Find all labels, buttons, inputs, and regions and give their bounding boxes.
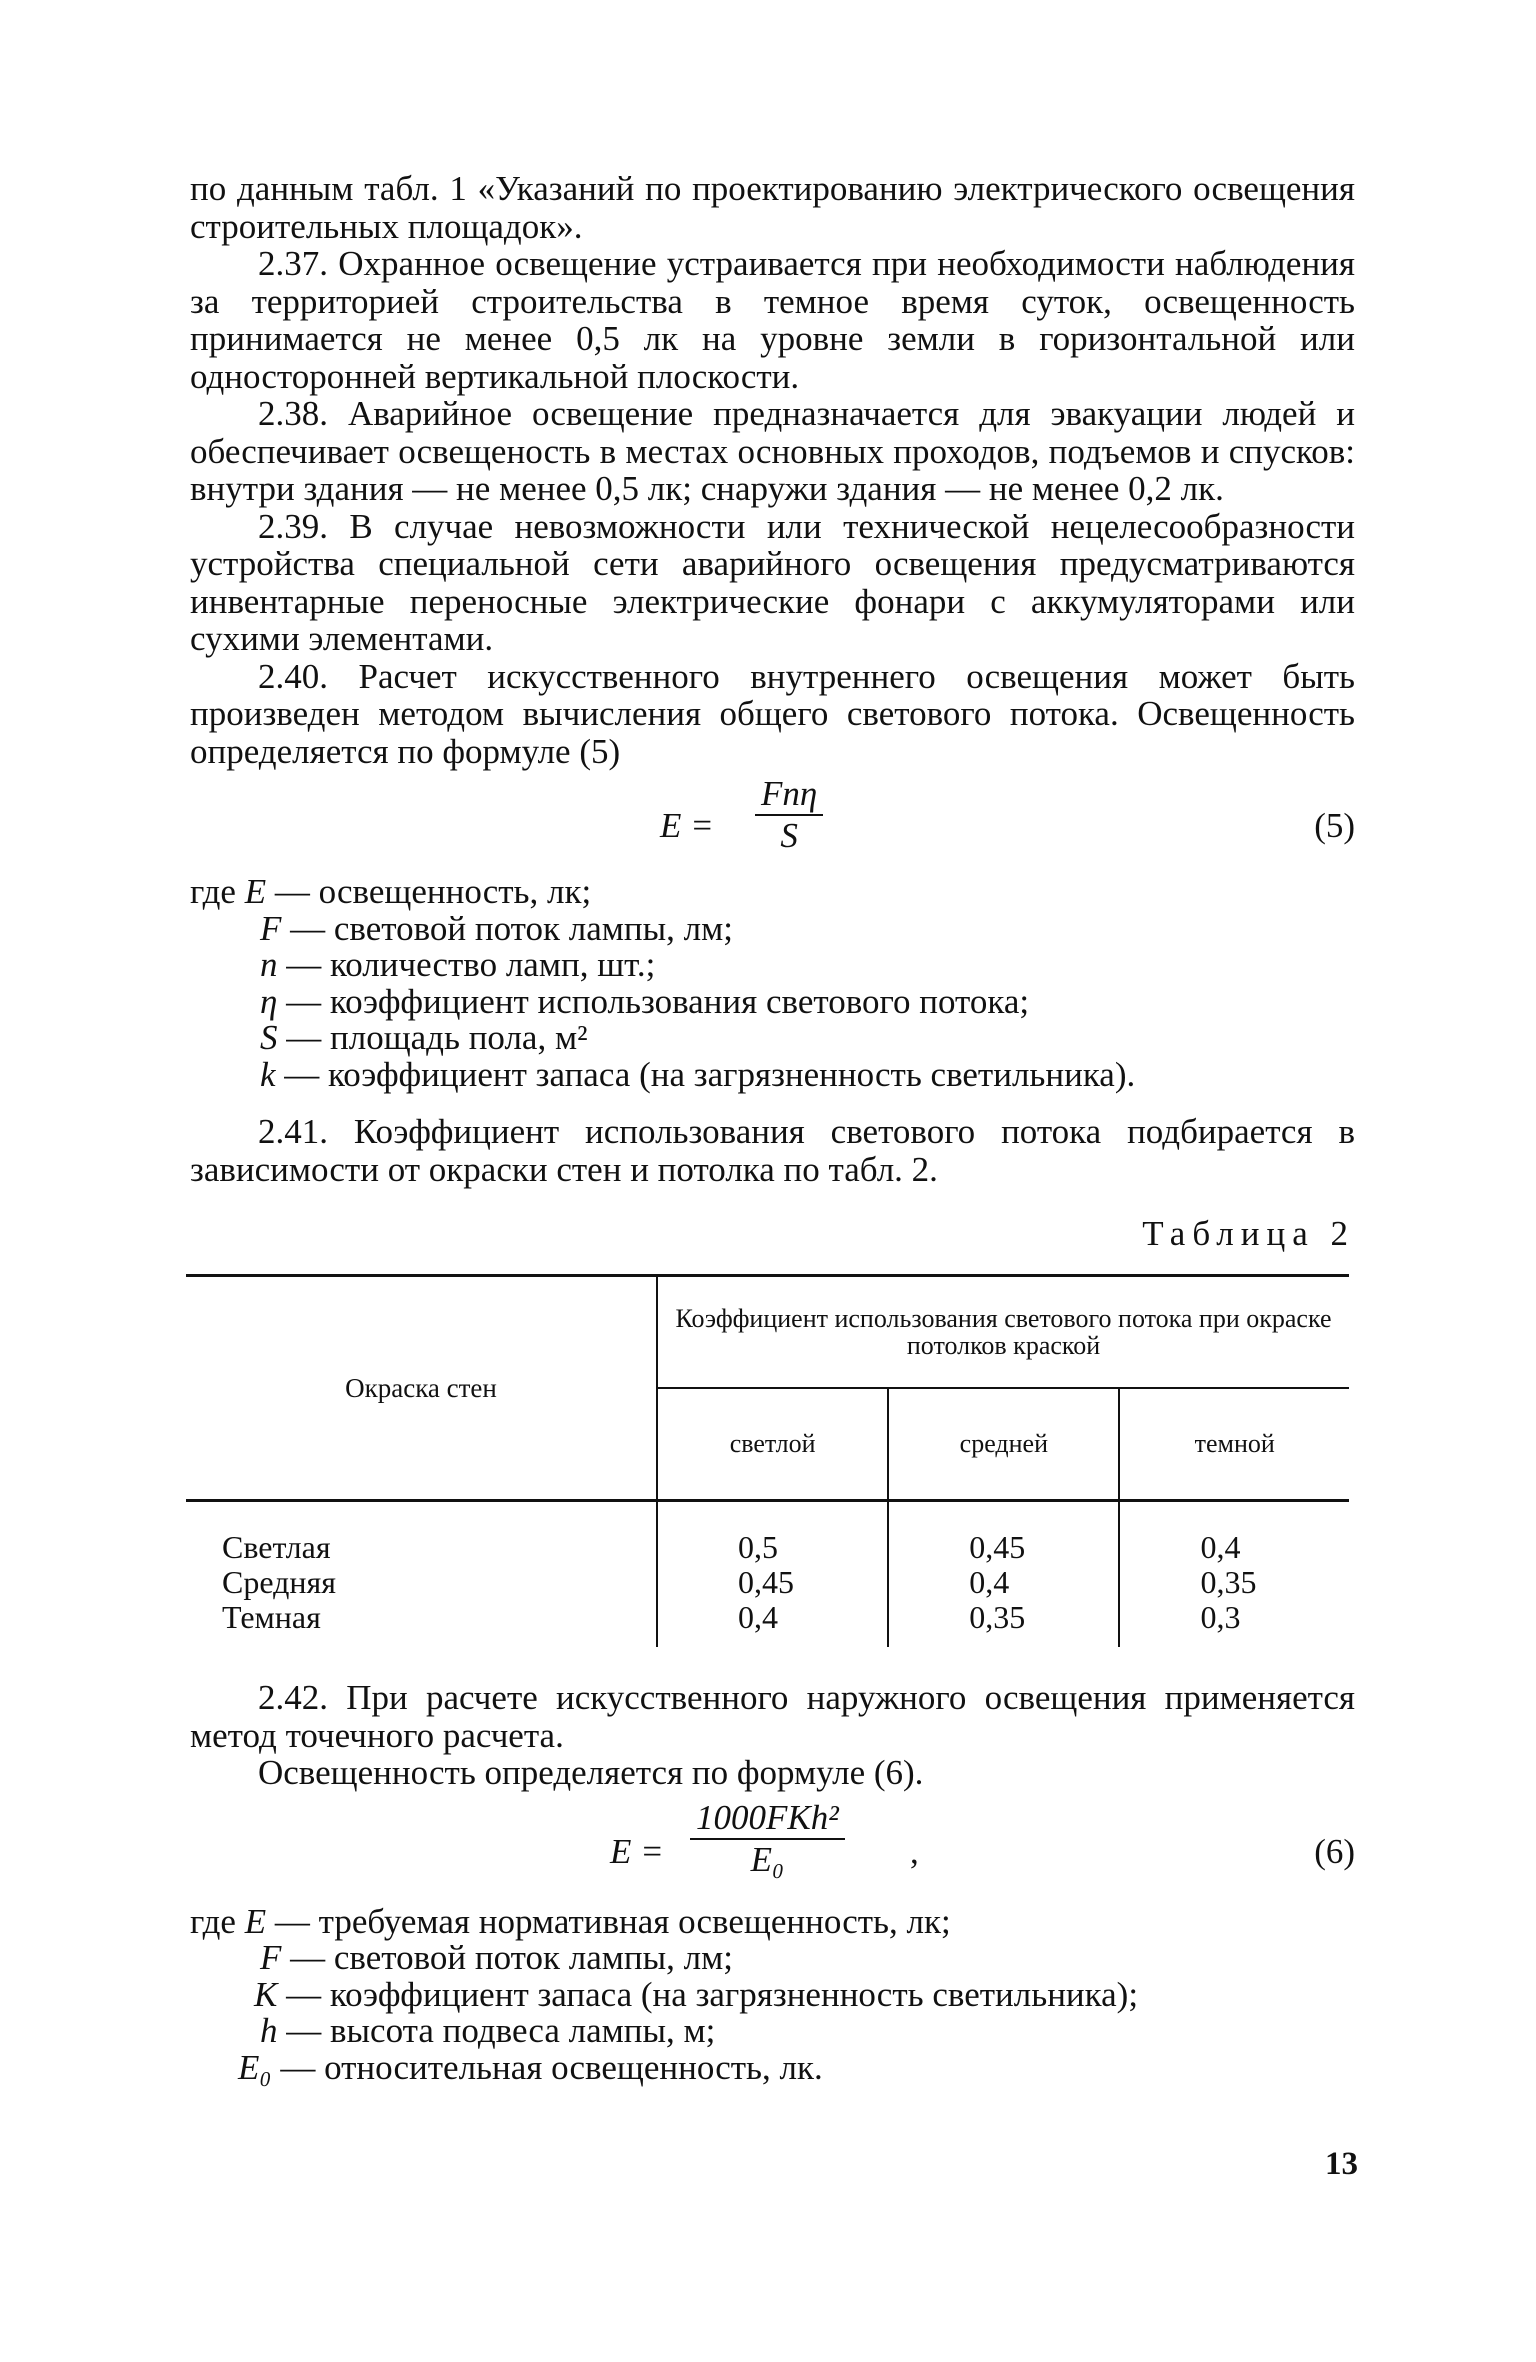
paragraph-2-42: 2.42. При расчете искусственного наружного освещения применяется метод точечного расчета.: [190, 1678, 1355, 1755]
table-row: [186, 1565, 1349, 1600]
table-row: [186, 1501, 1349, 1566]
table-2-label: Таблица 2: [1142, 1214, 1355, 1253]
table-cell: 0,5: [738, 1529, 778, 1565]
paragraph-2-37: 2.37. Охранное освещение устраивается при необходимости наблюдения за территорией строительства в темное время суток, освещенность принимается не менее 0,5 лк на уровне земли в горизонтальной или односторонней вертикальной плоскости.: [190, 244, 1355, 396]
formula-5-lhs: E =: [660, 806, 714, 845]
document-page: [190, 170, 1355, 2086]
paragraph-2-41: 2.41. Коэффициент использования светового потока подбирается в зависимости от окраски стен и потолка по табл. 2.: [190, 1112, 1355, 1189]
definition-item: E₀ — относительная освещенность, лк.: [238, 2047, 823, 2087]
table-cell-name: Темная: [186, 1600, 657, 1647]
formula-6: [190, 1792, 1355, 1904]
table-cell: 0,4: [738, 1599, 778, 1635]
table-col-header: темной: [1119, 1388, 1349, 1501]
definition-item: h — высота подвеса лампы, м;: [260, 2011, 716, 2050]
page-number: 13: [1325, 2146, 1358, 2182]
formula-6-lhs: E =: [610, 1831, 664, 1871]
definition-item: где E — освещенность, лк;: [190, 872, 592, 911]
table-row-header: Окраска стен: [186, 1276, 657, 1501]
table-cell: 0,3: [1119, 1600, 1349, 1647]
paragraph-2-42-formula-intro: Освещенность определяется по формуле (6).: [258, 1753, 924, 1792]
table-2: [186, 1274, 1349, 1647]
definition-item: k — коэффициент запаса (на загрязненность светильника).: [260, 1054, 1136, 1094]
paragraph-2-38: 2.38. Аварийное освещение предназначается для эвакуации людей и обеспечивает освещеность в местах основных проходов, подъемов и спусков: внутри здания — не менее 0,5 лк; снаружи здания — не менее 0,2 лк.: [190, 394, 1355, 508]
table-group-header: Коэффициент использования светового потока при окраске потолков краской: [657, 1276, 1349, 1389]
definition-item: F — световой поток лампы, лм;: [260, 1938, 733, 1977]
formula-6-comma: ,: [910, 1831, 919, 1871]
formula-6-definitions: [190, 1901, 1355, 2087]
paragraph-intro: по данным табл. 1 «Указаний по проектированию электрического освещения строительных площадок».: [190, 169, 1355, 246]
table-row: [186, 1600, 1349, 1647]
table-cell-name: Средняя: [186, 1565, 657, 1600]
formula-6-number: (6): [1314, 1831, 1355, 1871]
definition-item: η — коэффициент использования светового потока;: [260, 981, 1030, 1021]
formula-6-numerator: 1000FKh²: [696, 1797, 839, 1837]
definition-item: где E — требуемая нормативная освещенность, лк;: [190, 1901, 951, 1941]
table-cell: 0,35: [888, 1600, 1119, 1647]
formula-6-denominator: E₀: [750, 1839, 785, 1879]
paragraph-2-40: 2.40. Расчет искусственного внутреннего освещения может быть произведен методом вычисления общего светового потока. Освещенность определяется по формуле (5): [190, 656, 1355, 771]
definition-item: F — световой поток лампы, лм;: [260, 908, 733, 948]
formula-6-fraction: [690, 1798, 845, 1880]
definition-item: K — коэффициент запаса (на загрязненность светильника);: [254, 1974, 1139, 2014]
table-cell: 0,45: [888, 1501, 1119, 1566]
formula-5-numerator: Fnη: [761, 774, 818, 813]
formula-5-number: (5): [1314, 806, 1355, 845]
definition-item: n — количество ламп, шт.;: [260, 945, 656, 984]
table-cell-name: Светлая: [186, 1501, 657, 1566]
table-col-header: средней: [888, 1388, 1119, 1501]
definition-item: S — площадь пола, м²: [260, 1018, 588, 1057]
formula-5: [190, 770, 1355, 874]
table-col-header: светлой: [729, 1429, 816, 1458]
table-cell: 0,45: [738, 1564, 794, 1600]
paragraph-2-39: 2.39. В случае невозможности или технической нецелесообразности устройства специальной сети аварийного освещения предусматриваются инвентарные переносные электрические фонари с аккумуляторами или сухими элементами.: [190, 506, 1355, 658]
table-cell: 0,35: [1119, 1565, 1349, 1600]
formula-5-fraction: [755, 774, 823, 856]
table-cell: 0,4: [1119, 1501, 1349, 1566]
formula-5-definitions: [190, 874, 1355, 1093]
table-cell: 0,4: [888, 1565, 1119, 1600]
formula-5-denominator: S: [780, 816, 798, 855]
